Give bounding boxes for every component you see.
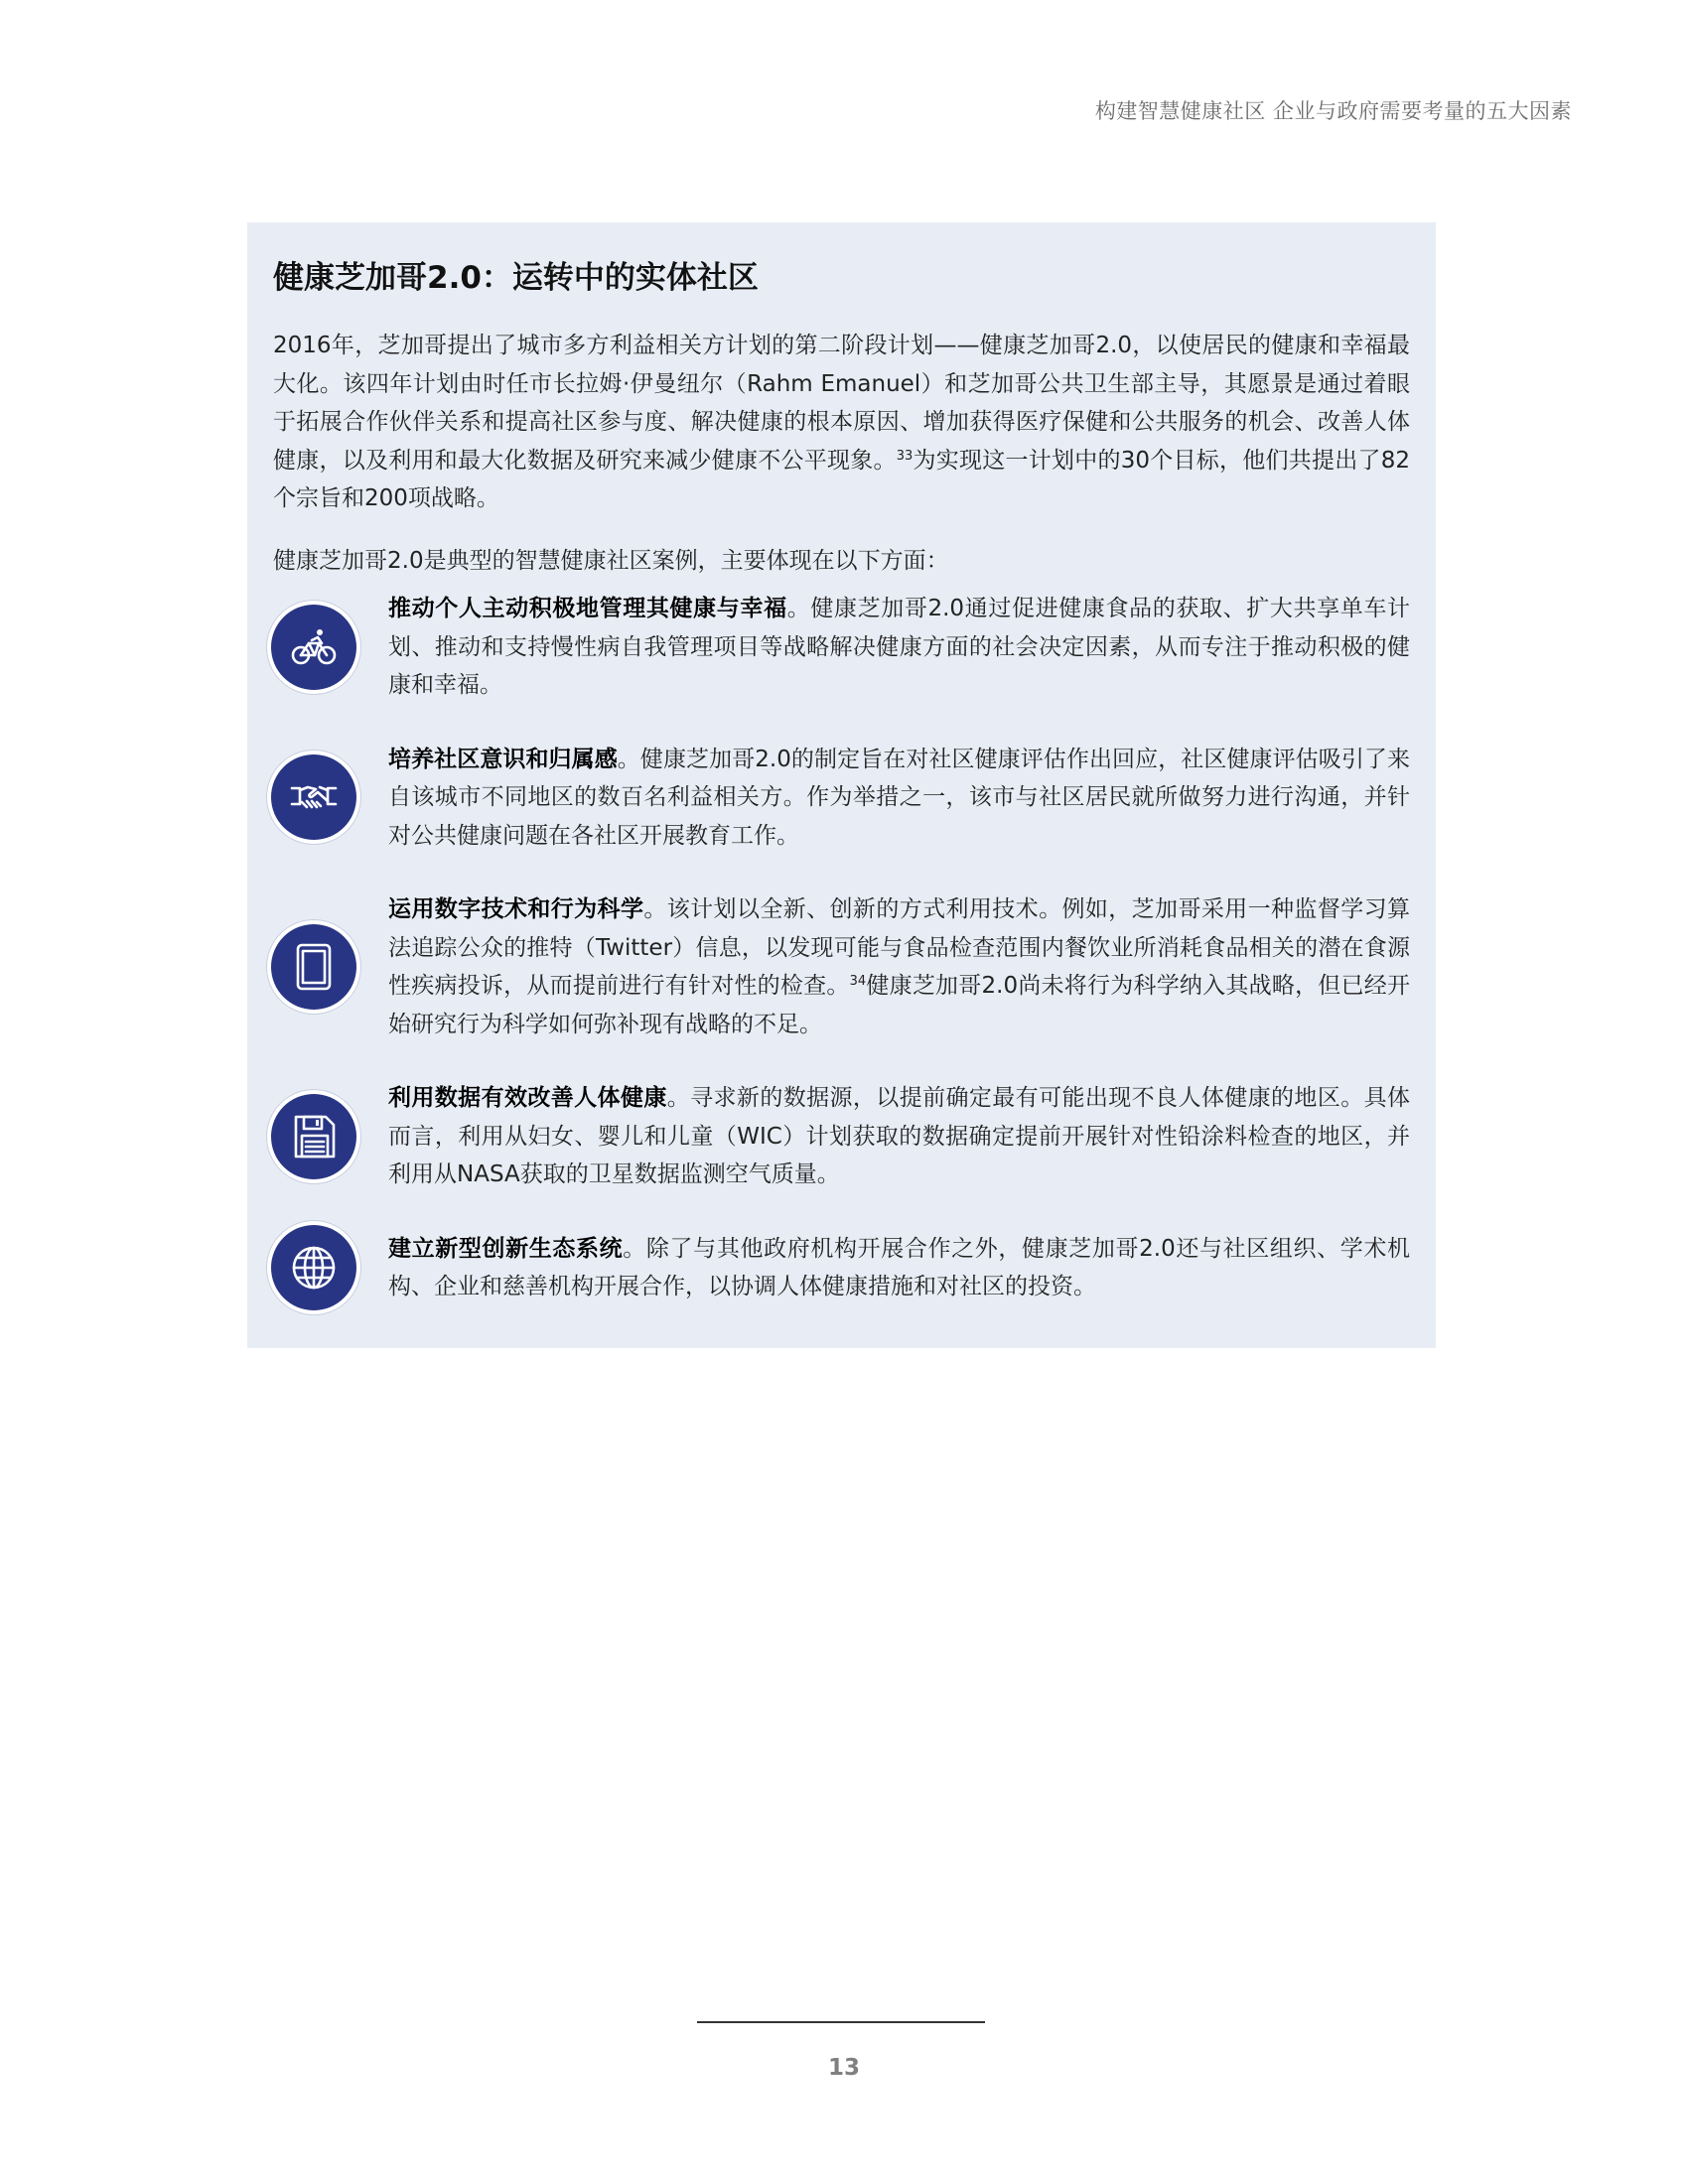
item-body: 。除了与其他政府机构开展合作之外，健康芝加哥2.0还与社区组织、学术机构、企业和慈善机构开展合作，以协调人体健康措施和对社区的投资。 (388, 1235, 1411, 1300)
item-title: 推动个人主动积极地管理其健康与幸福 (388, 596, 787, 622)
globe-icon (271, 1225, 356, 1310)
list-item (273, 890, 1410, 1043)
item-text (388, 590, 1410, 705)
bicycle-icon (271, 605, 356, 690)
intro-tail: 为实现这一计划中的30个目标，他们共提出了82个宗旨和200项战略。 (273, 447, 1410, 512)
page-number: 13 (827, 2055, 860, 2081)
tablet-icon (271, 924, 356, 1010)
item-body: 。该计划以全新、创新的方式利用技术。例如，芝加哥采用一种监督学习算法追踪公众的推特（Twitter）信息，以发现可能与食品检查范围内餐饮业所消耗食品相关的潜在食源性疾病投诉，从而提前进行有针对性的检查。 (388, 896, 1411, 1000)
floppy-disk-icon (271, 1094, 356, 1179)
item-text (388, 1230, 1410, 1306)
item-body: 。健康芝加哥2.0通过促进健康食品的获取、扩大共享单车计划、推动和支持慢性病自我管理项目等战略解决健康方面的社会决定因素，从而专注于推动积极的健康和幸福。 (388, 596, 1411, 699)
handshake-icon (271, 754, 356, 840)
footer-rule (697, 2021, 985, 2023)
item-text (388, 741, 1410, 856)
intro-paragraph (273, 327, 1410, 518)
footnote-ref-34[interactable]: 34 (849, 974, 867, 990)
aspect-list (273, 590, 1410, 1306)
footnote-ref-33[interactable]: 33 (896, 448, 914, 464)
item-body: 。寻求新的数据源，以提前确定最有可能出现不良人体健康的地区。具体而言，利用从妇女、婴儿和儿童（WIC）计划获取的数据确定提前开展针对性铅涂料检查的地区，并利用从NASA获取的卫星数据监测空气质量。 (388, 1085, 1411, 1188)
item-title: 建立新型创新生态系统 (388, 1235, 624, 1262)
item-text (388, 1079, 1410, 1194)
list-item (273, 1079, 1410, 1194)
list-item (273, 741, 1410, 856)
lead-paragraph: 健康芝加哥2.0是典型的智慧健康社区案例，主要体现在以下方面： (273, 547, 949, 574)
list-item (273, 590, 1410, 705)
case-study-box (247, 222, 1436, 1348)
item-body-tail: 健康芝加哥2.0尚未将行为科学纳入其战略，但已经开始研究行为科学如何弥补现有战略的不足。 (388, 973, 1411, 1037)
running-header: 构建智慧健康社区 企业与政府需要考量的五大因素 (1094, 99, 1572, 123)
item-body: 。健康芝加哥2.0的制定旨在对社区健康评估作出回应，社区健康评估吸引了来自该城市不同地区的数百名利益相关方。作为举措之一，该市与社区居民就所做努力进行沟通，并针对公共健康问题在各社区开展教育工作。 (388, 746, 1411, 849)
list-item (273, 1230, 1410, 1306)
item-title: 运用数字技术和行为科学 (388, 896, 644, 923)
intro-text: 2016年，芝加哥提出了城市多方利益相关方计划的第二阶段计划——健康芝加哥2.0，以使居民的健康和幸福最大化。该四年计划由时任市长拉姆·伊曼纽尔（Rahm Emanuel）和芝加哥公共卫生部主导，其愿景是通过着眼于拓展合作伙伴关系和提高社区参与度、解决健康的根本原因、增加获得医疗保健和公共服务的机会、改善人体健康，以及利用和最大化数据及研究来减少健康不公平现象。 (273, 333, 1410, 474)
item-title: 利用数据有效改善人体健康 (388, 1085, 667, 1112)
item-text (388, 890, 1410, 1043)
box-title: 健康芝加哥2.0：运转中的实体社区 (273, 260, 759, 296)
item-title: 培养社区意识和归属感 (388, 746, 618, 772)
